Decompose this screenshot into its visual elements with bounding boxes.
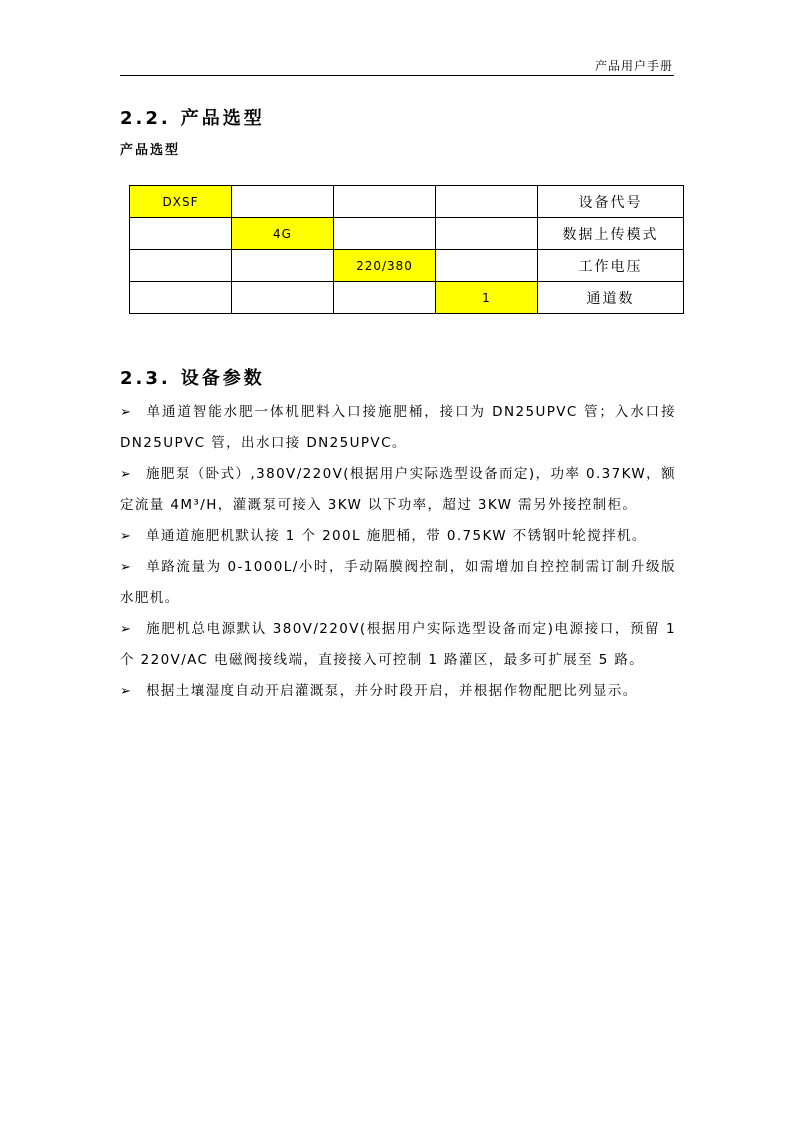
table-cell xyxy=(232,250,334,282)
table-cell: 4G xyxy=(232,218,334,250)
section-title: 产品选型 xyxy=(180,108,265,129)
list-item-text: 单通道施肥机默认接 1 个 200L 施肥桶，带 0.75KW 不锈钢叶轮搅拌机。 xyxy=(146,528,647,544)
arrow-bullet-icon: ➢ xyxy=(120,529,133,544)
table-cell xyxy=(334,282,436,314)
list-item xyxy=(120,552,676,614)
table-cell xyxy=(334,218,436,250)
table-row xyxy=(130,250,684,282)
table-cell xyxy=(436,186,538,218)
page-header-title: 产品用户手册 xyxy=(594,59,673,73)
table-row xyxy=(130,186,684,218)
arrow-bullet-icon: ➢ xyxy=(120,560,133,575)
table-cell: 220/380 xyxy=(334,250,436,282)
table-cell xyxy=(130,250,232,282)
table-cell: DXSF xyxy=(130,186,232,218)
arrow-bullet-icon: ➢ xyxy=(120,622,133,637)
list-item-text: 施肥机总电源默认 380V/220V(根据用户实际选型设备而定)电源接口，预留 1 个 220V/AC 电磁阀接线端，直接接入可控制 1 路灌区，最多可扩展至 5 路。 xyxy=(120,621,676,668)
parameter-list xyxy=(120,397,676,707)
row-label: 工作电压 xyxy=(538,250,684,282)
list-item xyxy=(120,459,676,521)
table-row xyxy=(130,282,684,314)
table-cell xyxy=(436,218,538,250)
product-selection-table xyxy=(129,185,684,314)
table-cell: 1 xyxy=(436,282,538,314)
section-heading-2-2 xyxy=(120,104,265,130)
arrow-bullet-icon: ➢ xyxy=(120,405,133,420)
table-cell xyxy=(232,282,334,314)
section-number: 2.2. xyxy=(120,108,171,129)
arrow-bullet-icon: ➢ xyxy=(120,467,133,482)
table-row xyxy=(130,218,684,250)
table-cell xyxy=(130,282,232,314)
list-item xyxy=(120,521,676,552)
row-label: 设备代号 xyxy=(538,186,684,218)
row-label: 数据上传模式 xyxy=(538,218,684,250)
section-number: 2.3. xyxy=(120,368,171,389)
list-item-text: 根据土壤湿度自动开启灌溉泵，并分时段开启，并根据作物配肥比列显示。 xyxy=(146,683,638,699)
list-item-text: 单路流量为 0-1000L/小时，手动隔膜阀控制，如需增加自控控制需订制升级版水肥机。 xyxy=(120,559,676,606)
list-item xyxy=(120,676,676,707)
table-cell xyxy=(232,186,334,218)
list-item xyxy=(120,614,676,676)
row-label: 通道数 xyxy=(538,282,684,314)
table-cell xyxy=(436,250,538,282)
section-subtitle: 产品选型 xyxy=(120,143,181,158)
table-cell xyxy=(130,218,232,250)
list-item-text: 单通道智能水肥一体机肥料入口接施肥桶，接口为 DN25UPVC 管；入水口接 DN25UPVC 管，出水口接 DN25UPVC。 xyxy=(120,404,676,451)
section-title: 设备参数 xyxy=(180,368,265,389)
table-cell xyxy=(334,186,436,218)
arrow-bullet-icon: ➢ xyxy=(120,684,133,699)
header-rule xyxy=(120,75,674,76)
section-heading-2-3 xyxy=(120,364,265,390)
list-item xyxy=(120,397,676,459)
list-item-text: 施肥泵（卧式）,380V/220V(根据用户实际选型设备而定)，功率 0.37KW，额定流量 4M³/H，灌溉泵可接入 3KW 以下功率，超过 3KW 需另外接控制柜。 xyxy=(120,466,676,513)
